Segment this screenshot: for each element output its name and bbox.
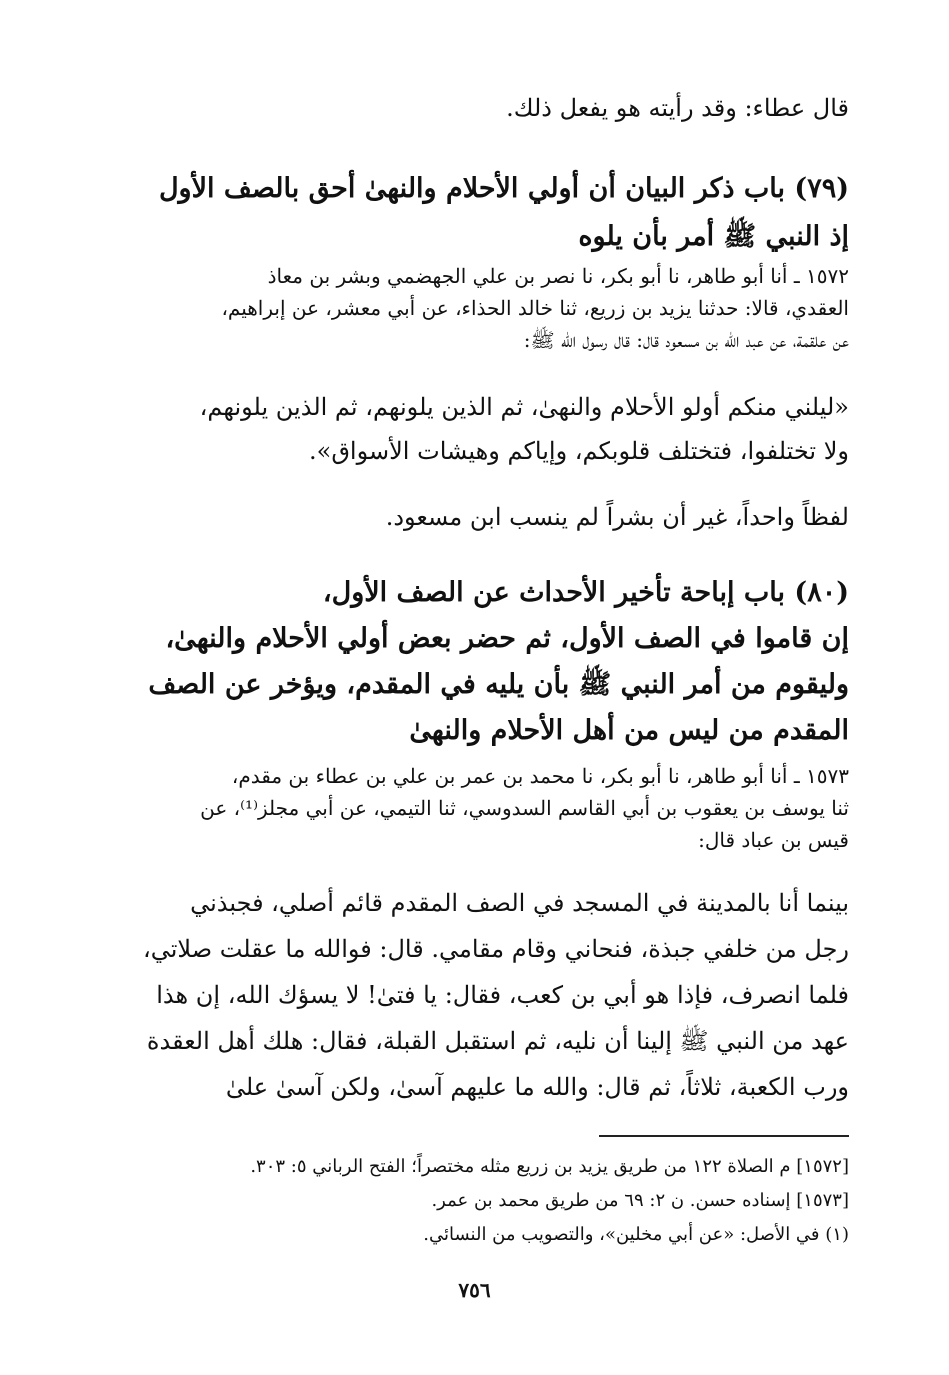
footnote-line: (١) في الأصل: «عن أبي مخلين»، والتصويب من النسائي. <box>423 1224 849 1245</box>
hadith-1572-isnad <box>109 260 849 356</box>
heading-line: المقدم من ليس من أهل الأحلام والنهىٰ <box>409 715 849 746</box>
matn-line: رجل من خلفي جبذة، فنحاني وقام مقامي. قال: فوالله ما عقلت صلاتي، <box>142 935 849 963</box>
isnad-line: العقدي، قالا: حدثنا يزيد بن زريع، ثنا خالد الحذاء، عن أبي معشر، عن إبراهيم، <box>221 296 849 320</box>
hadith-1573-isnad <box>109 760 849 856</box>
footnote-line: [١٥٧٣] إسناده حسن. ن ٢: ٦٩ من طريق محمد بن عمر. <box>431 1190 849 1211</box>
heading-line: (٨٠) باب إباحة تأخير الأحداث عن الصف الأول، <box>322 577 849 608</box>
chapter-79-heading <box>109 165 849 261</box>
footnotes <box>109 1150 849 1252</box>
matn-line: «ليلني منكم أولو الأحلام والنهىٰ، ثم الذين يلونهم، ثم الذين يلونهم، <box>199 393 849 421</box>
page-number: ٧٥٦ <box>458 1278 491 1302</box>
heading-line: وليقوم من أمر النبي ﷺ بأن يليه في المقدم، ويؤخر عن الصف <box>148 669 849 700</box>
hadith-1572-note <box>109 497 849 537</box>
heading-line: إن قاموا في الصف الأول، ثم حضر بعض أولي الأحلام والنهىٰ، <box>165 623 849 654</box>
note-line: لفظاً واحداً، غير أن بشراً لم ينسب ابن مسعود. <box>385 503 849 531</box>
isnad-line: ١٥٧٣ ـ أنا أبو طاهر، نا أبو بكر، نا محمد بن عمر بن علي بن عطاء بن مقدم، <box>231 764 849 788</box>
isnad-line: ثنا يوسف بن يعقوب بن أبي القاسم السدوسي، ثنا التيمي، عن أبي مجلز⁽¹⁾، عن <box>200 796 849 820</box>
isnad-line: ١٥٧٢ ـ أنا أبو طاهر، نا أبو بكر، نا نصر بن علي الجهضمي وبشر بن معاذ <box>267 264 849 288</box>
footnote-line: [١٥٧٢] م الصلاة ١٢٢ من طريق يزيد بن زريع مثله مختصراً؛ الفتح الرباني ٥: ٣٠٣. <box>250 1156 849 1177</box>
matn-line: عهد من النبي ﷺ إلينا أن نليه، ثم استقبل القبلة، فقال: هلك أهل العقدة <box>146 1027 849 1055</box>
heading-line: (٧٩) باب ذكر البيان أن أولي الأحلام والنهىٰ أحق بالصف الأول <box>158 173 849 204</box>
matn-line: ورب الكعبة، ثلاثاً، ثم قال: والله ما عليهم آسىٰ، ولكن آسىٰ علىٰ <box>225 1073 849 1101</box>
text-line: قال عطاء: وقد رأيته هو يفعل ذلك. <box>506 94 849 122</box>
chapter-80-heading <box>109 570 849 754</box>
matn-line: فلما انصرف، فإذا هو أبي بن كعب، فقال: يا فتىٰ! لا يسؤك الله، إن هذا <box>156 981 849 1009</box>
lead-line <box>109 90 849 126</box>
hadith-1573-matn <box>109 880 849 1110</box>
isnad-line: عن علقمة، عن عبد الله بن مسعود قال: قال رسول الله ﷺ: <box>523 328 849 352</box>
isnad-line: قيس بن عباد قال: <box>698 828 849 852</box>
hadith-1572-matn <box>109 385 849 473</box>
matn-line: ولا تختلفوا، فتختلف قلوبكم، وإياكم وهيشات الأسواق». <box>309 437 849 465</box>
heading-line: إذ النبي ﷺ أمر بأن يلوه <box>578 221 849 252</box>
matn-line: بينما أنا بالمدينة في المسجد في الصف المقدم قائم أصلي، فجبذني <box>190 889 849 917</box>
footnote-divider <box>599 1135 849 1137</box>
